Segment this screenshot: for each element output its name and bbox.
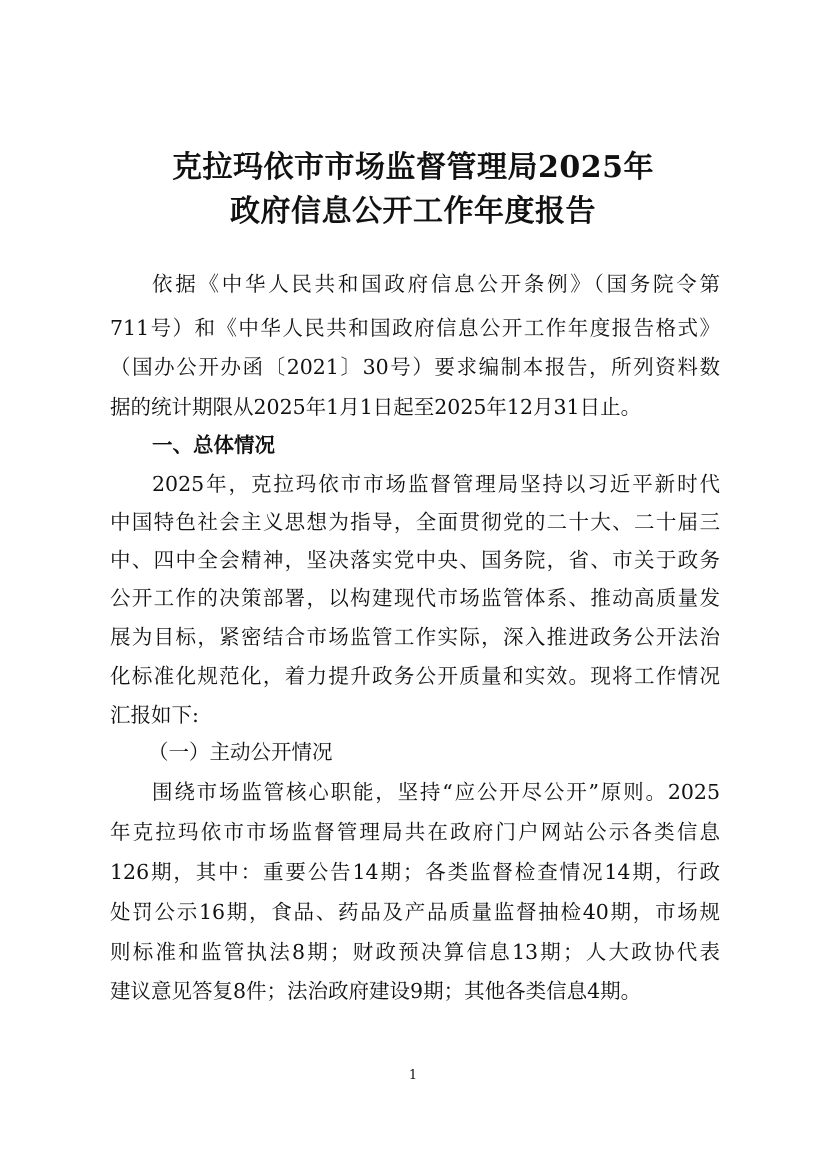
section1-line-2: 中国特色社会主义思想为指导，全面贯彻党的二十大、二十届三 — [110, 510, 720, 534]
subsection-heading-proactive-disclosure: （一）主动公开情况 — [148, 740, 333, 764]
section1-line-5: 展为目标，紧密结合市场监管工作实际，深入推进政务公开法治 — [110, 625, 720, 649]
subsection1-line-3: 126期，其中：重要公告14期；各类监督检查情况14期，行政 — [110, 860, 720, 884]
section1-line-6: 化标准化规范化，着力提升政务公开质量和实效。现将工作情况 — [110, 664, 720, 688]
section1-line-4: 公开工作的决策部署，以构建现代市场监管体系、推动高质量发 — [110, 586, 720, 610]
section1-line-3: 中、四中全会精神，坚决落实党中央、国务院，省、市关于政务 — [110, 548, 720, 572]
subsection1-line-6: 建议意见答复8件；法治政府建设9期；其他各类信息4期。 — [110, 979, 642, 1003]
page-number: 1 — [408, 1068, 418, 1083]
section1-line-1: 2025年，克拉玛依市市场监督管理局坚持以习近平新时代 — [152, 472, 720, 496]
intro-line-3: （国办公开办函〔2021〕30号）要求编制本报告，所列资料数 — [110, 355, 720, 379]
subsection1-line-1: 围绕市场监管核心职能，坚持“应公开尽公开”原则。2025 — [152, 780, 720, 804]
document-title-line2: 政府信息公开工作年度报告 — [230, 194, 596, 229]
subsection1-line-2: 年克拉玛依市市场监督管理局共在政府门户网站公示各类信息 — [110, 820, 720, 844]
intro-line-2: 711号）和《中华人民共和国政府信息公开工作年度报告格式》 — [110, 316, 720, 340]
subsection1-line-4: 处罚公示16期，食品、药品及产品质量监督抽检40期，市场规 — [110, 900, 720, 924]
subsection1-line-5: 则标准和监管执法8期；财政预决算信息13期；人大政协代表 — [110, 940, 720, 964]
section-heading-overview: 一、总体情况 — [152, 433, 275, 457]
intro-line-4: 据的统计期限从2025年1月1日起至2025年12月31日止。 — [110, 395, 642, 419]
section1-line-7: 汇报如下: — [110, 703, 199, 727]
intro-line-1: 依据《中华人民共和国政府信息公开条例》（国务院令第 — [152, 272, 720, 296]
document-title-line1: 克拉玛依市市场监督管理局2025年 — [172, 150, 654, 185]
